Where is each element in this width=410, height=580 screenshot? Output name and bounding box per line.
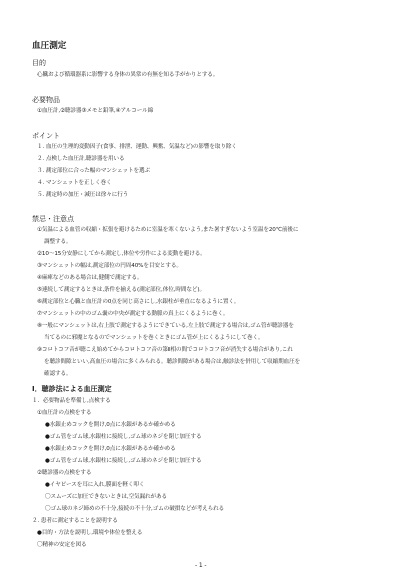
- caution-item: 調整する。: [44, 239, 72, 245]
- caution-item: 当てるのに邪魔となるのでマンシェットを巻くときにゴム管が上にくるようにして巻く。: [44, 335, 264, 341]
- caution-item: ⑧一般にマンシェットは,右上肢で測定するようにできている,左上肢で測定する場合は,ゴム管が聴診器を: [37, 323, 294, 329]
- caution-item: ⑤連続して測定するときは,条件を揃える(測定部位,体位,時間など)。: [37, 287, 205, 293]
- section1-line: ●水銀止めコックを開け,0点に水銀があるか確かめる: [45, 446, 176, 452]
- section1-line: ●目的・方法を説明し,環境や体位を整える: [37, 530, 143, 536]
- point-item: ２. 点検した血圧計,聴診器を用いる: [37, 156, 125, 162]
- section1-line: 〇ゴム球のネジ締めの不十分,接続の不十分,ゴムの破損などが考えられる: [45, 506, 225, 512]
- caution-item: ⑥測定部位と心臓と血圧計の0点を同じ高さにし,水銀柱が垂直になるように置く。: [37, 299, 240, 305]
- point-item: ３. 測定部位に合った幅のマンシェットを選ぶ: [37, 168, 150, 174]
- purpose-text: 心臓および循環器系に影響する身体の異常の有無を知る手がかりとする。: [37, 72, 219, 78]
- section1-line: ●イヤピースを耳に入れ,膜面を軽く叩く: [45, 482, 145, 488]
- caution-item: ①気温による血管の収縮・拡張を避けるために室温を寒くないよう,また暑すぎないよう室温を20℃前後に: [37, 227, 299, 233]
- section1-line: ●水銀止めコックを開け,0点に水銀があるか確かめる: [45, 422, 176, 428]
- point-item: ５. 測定時の加圧・減圧は徐々に行う: [37, 192, 129, 198]
- caution-item: を聴診間隙といい,高血圧の場合に多くみられる。聴診間隙がある場合は,触診法を併用して収縮期血圧を: [44, 359, 301, 365]
- points-heading: ポイント: [32, 132, 60, 140]
- point-item: １. 血圧の生理的変動因子(食事、排泄、運動、興奮、気温など)の影響を取り除く: [37, 144, 237, 150]
- page-number: - 1 -: [195, 562, 207, 569]
- point-item: ４. マンシェットを正しく巻く: [37, 180, 112, 186]
- cautions-heading: 禁忌・注意点: [32, 215, 74, 223]
- caution-item: ②10～15分安静にしてから測定し,体位や労作による変動を避ける。: [37, 251, 206, 257]
- section1-line: ②聴診器の点検をする: [37, 470, 92, 476]
- items-text: ①血圧計,②聴診器③メモと鉛筆,④アルコール綿: [37, 108, 154, 114]
- section1-line: １．必要物品を準備し,点検する: [32, 398, 111, 404]
- section1-heading: Ⅰ．聴診法による血圧測定: [32, 385, 112, 393]
- items-heading: 必要物品: [32, 96, 60, 104]
- section1-line: ①血圧計の点検をする: [37, 410, 92, 416]
- section1-line: ●ゴム管をゴム球,水銀柱に接続し,ゴム球のネジを閉じ加圧する: [45, 458, 202, 464]
- caution-item: ⑦マンシェットの中のゴム嚢の中央が測定する動脈の真上にくるように巻く。: [37, 311, 229, 317]
- section1-line: 〇精神の安定を図る: [37, 542, 87, 548]
- purpose-heading: 目的: [32, 59, 46, 67]
- caution-item: ③マンシェットの幅は,測定部位の円周40%を目安とする。: [37, 263, 182, 269]
- caution-item: ⑨コロトコフ音が聴こえ始めてからコロトコフ音の第Ⅱ相の間でコロトコフ音が消失する場合があり,これ: [37, 347, 293, 353]
- caution-item: 確認する。: [44, 371, 72, 377]
- caution-item: ④麻痺などのある場合は,健側で測定する。: [37, 275, 143, 281]
- page-title: 血圧測定: [32, 41, 67, 51]
- section1-line: 〇スムーズに加圧できないときは,空気漏れがある: [45, 494, 167, 500]
- section1-line: ●ゴム管をゴム球,水銀柱に接続し,ゴム球のネジを閉じ加圧する: [45, 434, 202, 440]
- section1-line: ２. 患者に測定することを説明する: [32, 518, 118, 524]
